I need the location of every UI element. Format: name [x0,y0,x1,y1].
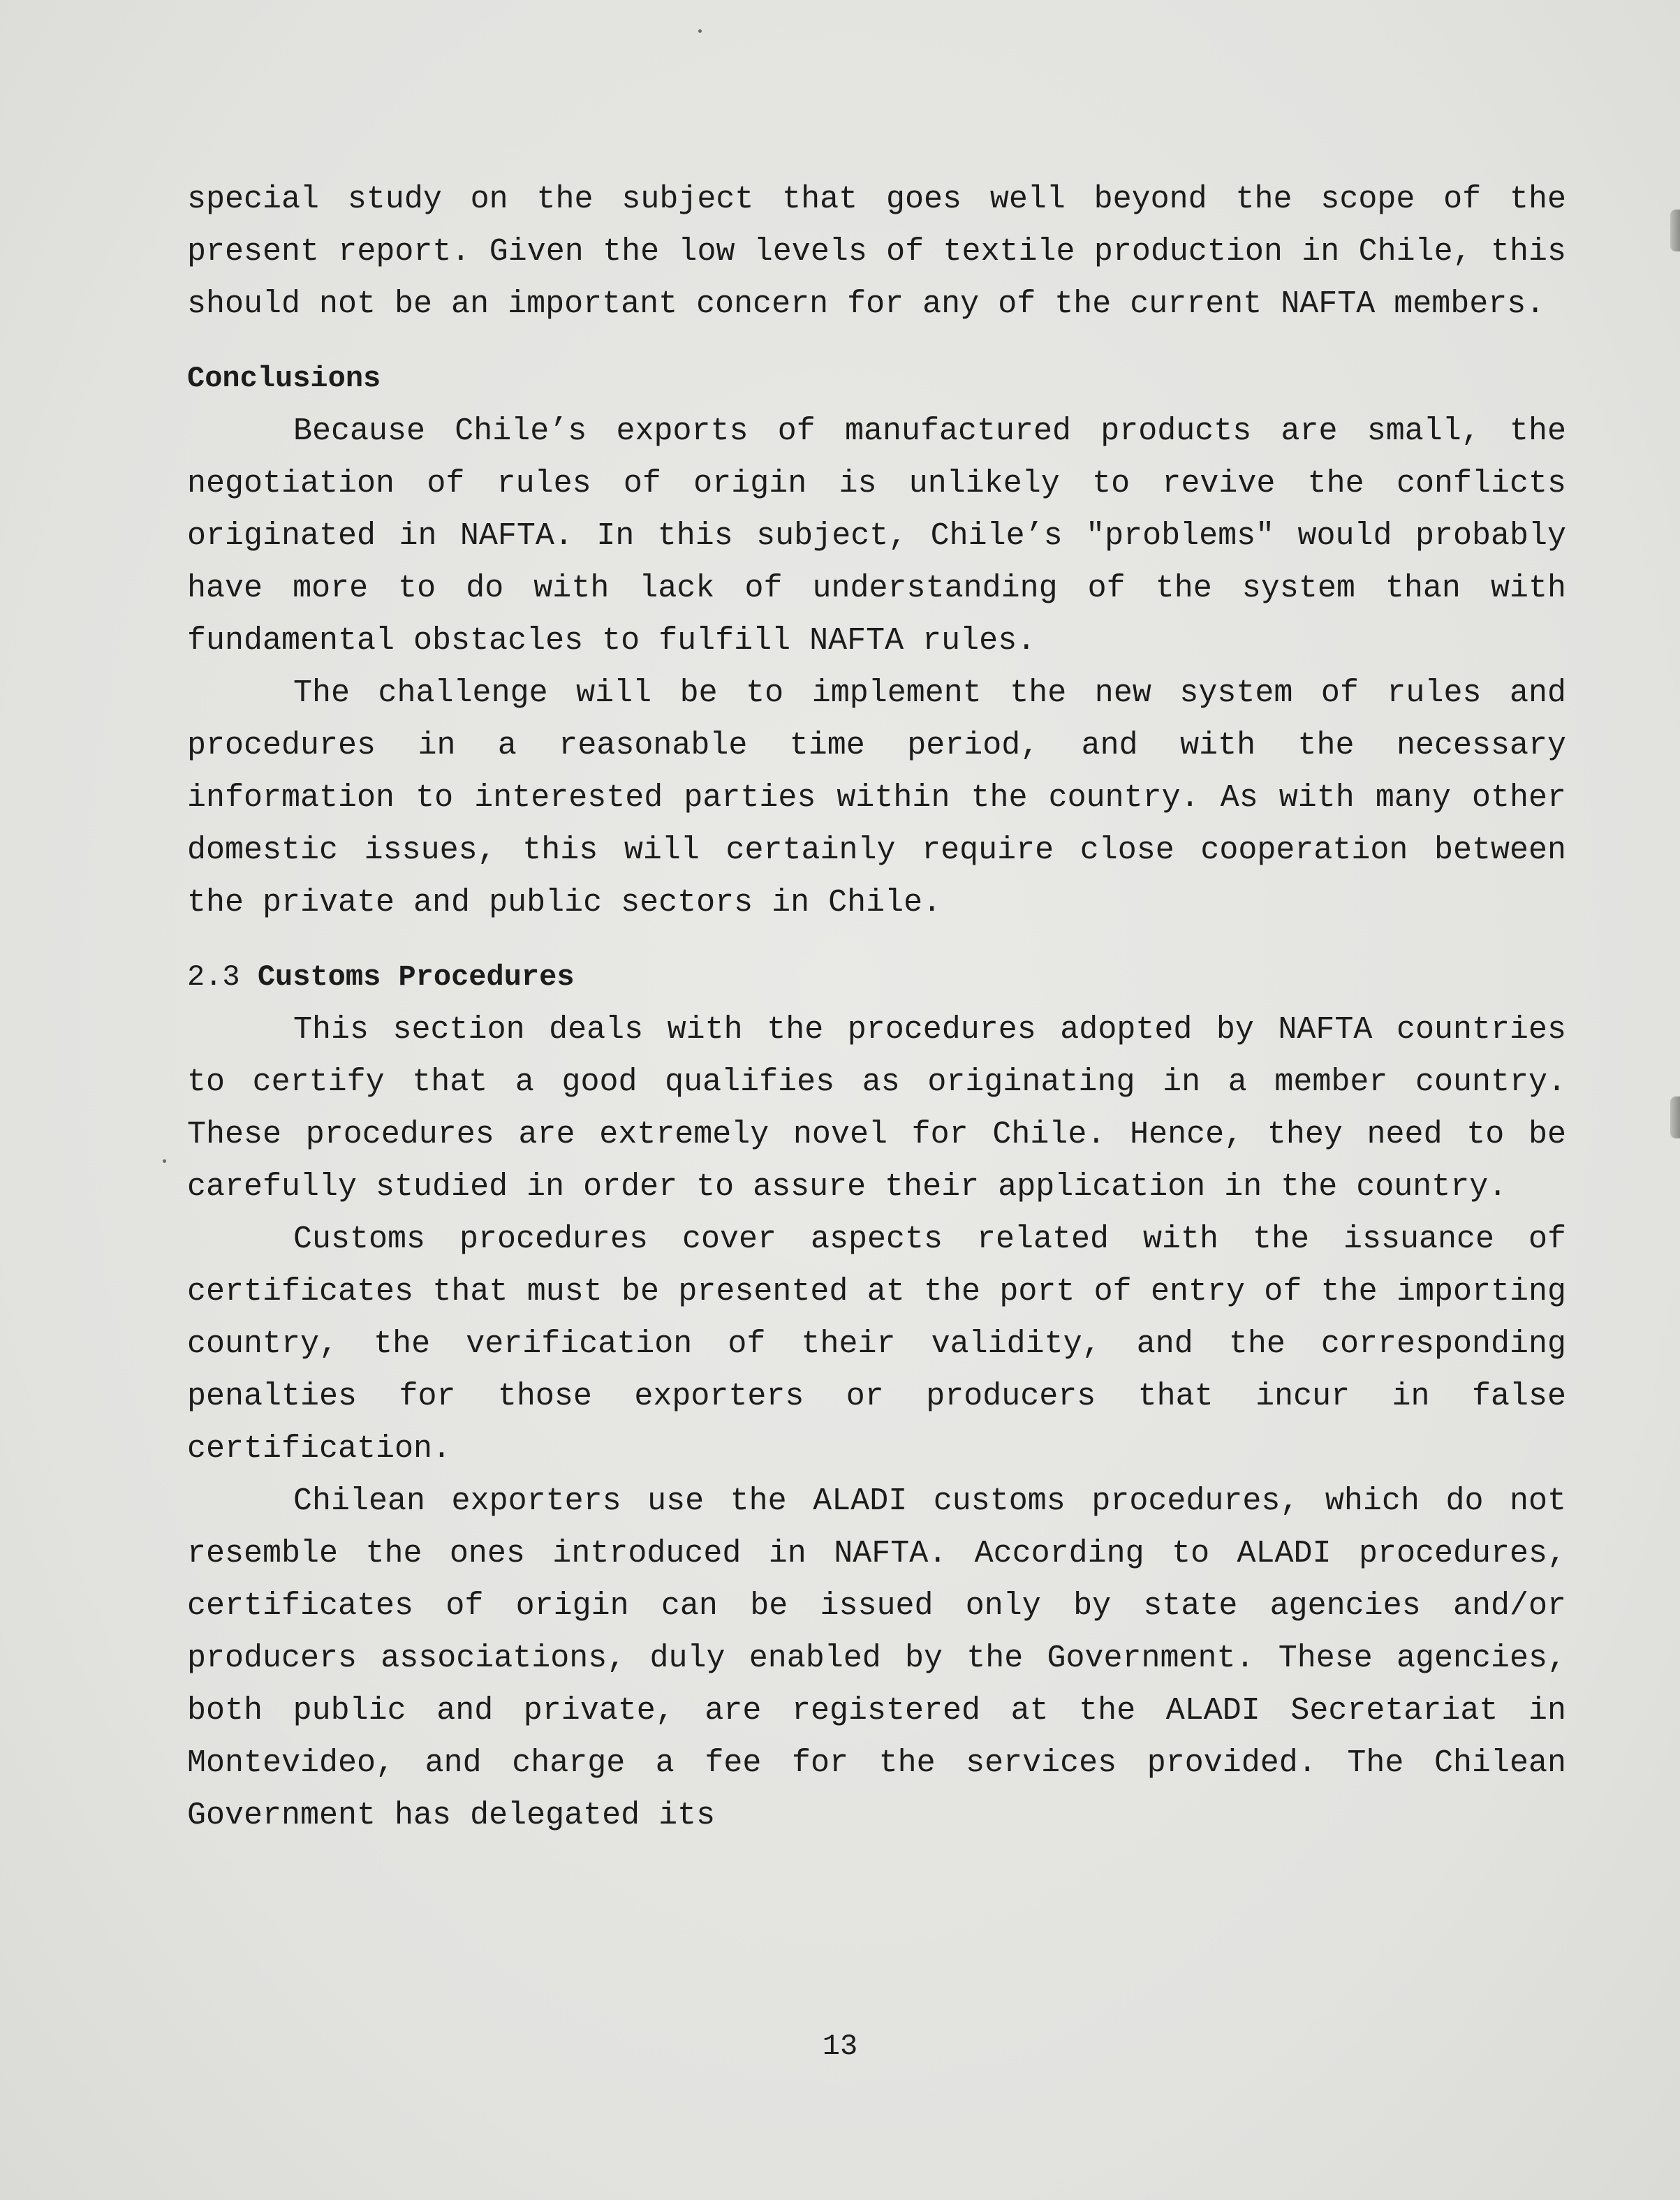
section-heading-conclusions: Conclusions [187,362,381,395]
page-number: 13 [822,2030,858,2063]
scan-edge-mark [1670,210,1680,251]
paragraph-customs-3: Chilean exporters use the ALADI customs procedures, which do not resemble the ones introduced in NAFTA. According to ALADI procedures, certificates of origin can be issued only by state agencies and/or producers associations, duly enabled by the Government. These agencies, both public and private, are registered at the ALADI Secretariat in Montevideo, and charge a fee for the services provided. The Chilean Government has delegated its [187,1483,1566,1833]
scan-speck [698,29,702,33]
paragraph-conclusions-2: The challenge will be to implement the new system of rules and procedures in a reasonable time period, and with the necessary information to interested parties within the country. As with many other domestic issues, this will certainly require close cooperation between the private and public sectors in Chile. [187,675,1566,921]
section-number: 2.3 [187,960,240,994]
section-title: Customs Procedures [257,960,575,994]
paragraph-customs-1: This section deals with the procedures adopted by NAFTA countries to certify that a good qualifies as originating in a member country. These procedures are extremely novel for Chile. Hence, they need to be carefully studied in order to assure their application in the country. [187,1012,1566,1205]
scan-speck [163,1159,166,1163]
paragraph-continuation: special study on the subject that goes well beyond the scope of the present report. Given the low levels of textile production in Chile, this should not be an important concern for any of the current NAFTA members. [187,182,1566,322]
paragraph-customs-2: Customs procedures cover aspects related with the issuance of certificates that must be presented at the port of entry of the importing country, the verification of their validity, and the corresponding penalties for those exporters or producers that incur in false certification. [187,1222,1566,1467]
paragraph-conclusions-1: Because Chile’s exports of manufactured products are small, the negotiation of rules of origin is unlikely to revive the conflicts originated in NAFTA. In this subject, Chile’s "problems" would probably have more to do with lack of understanding of the system than with fundamental obstacles to fulfill NAFTA rules. [187,413,1566,659]
section-heading-customs-procedures [187,951,1566,1004]
scan-edge-mark [1670,1097,1680,1138]
page-body [187,173,1566,1842]
